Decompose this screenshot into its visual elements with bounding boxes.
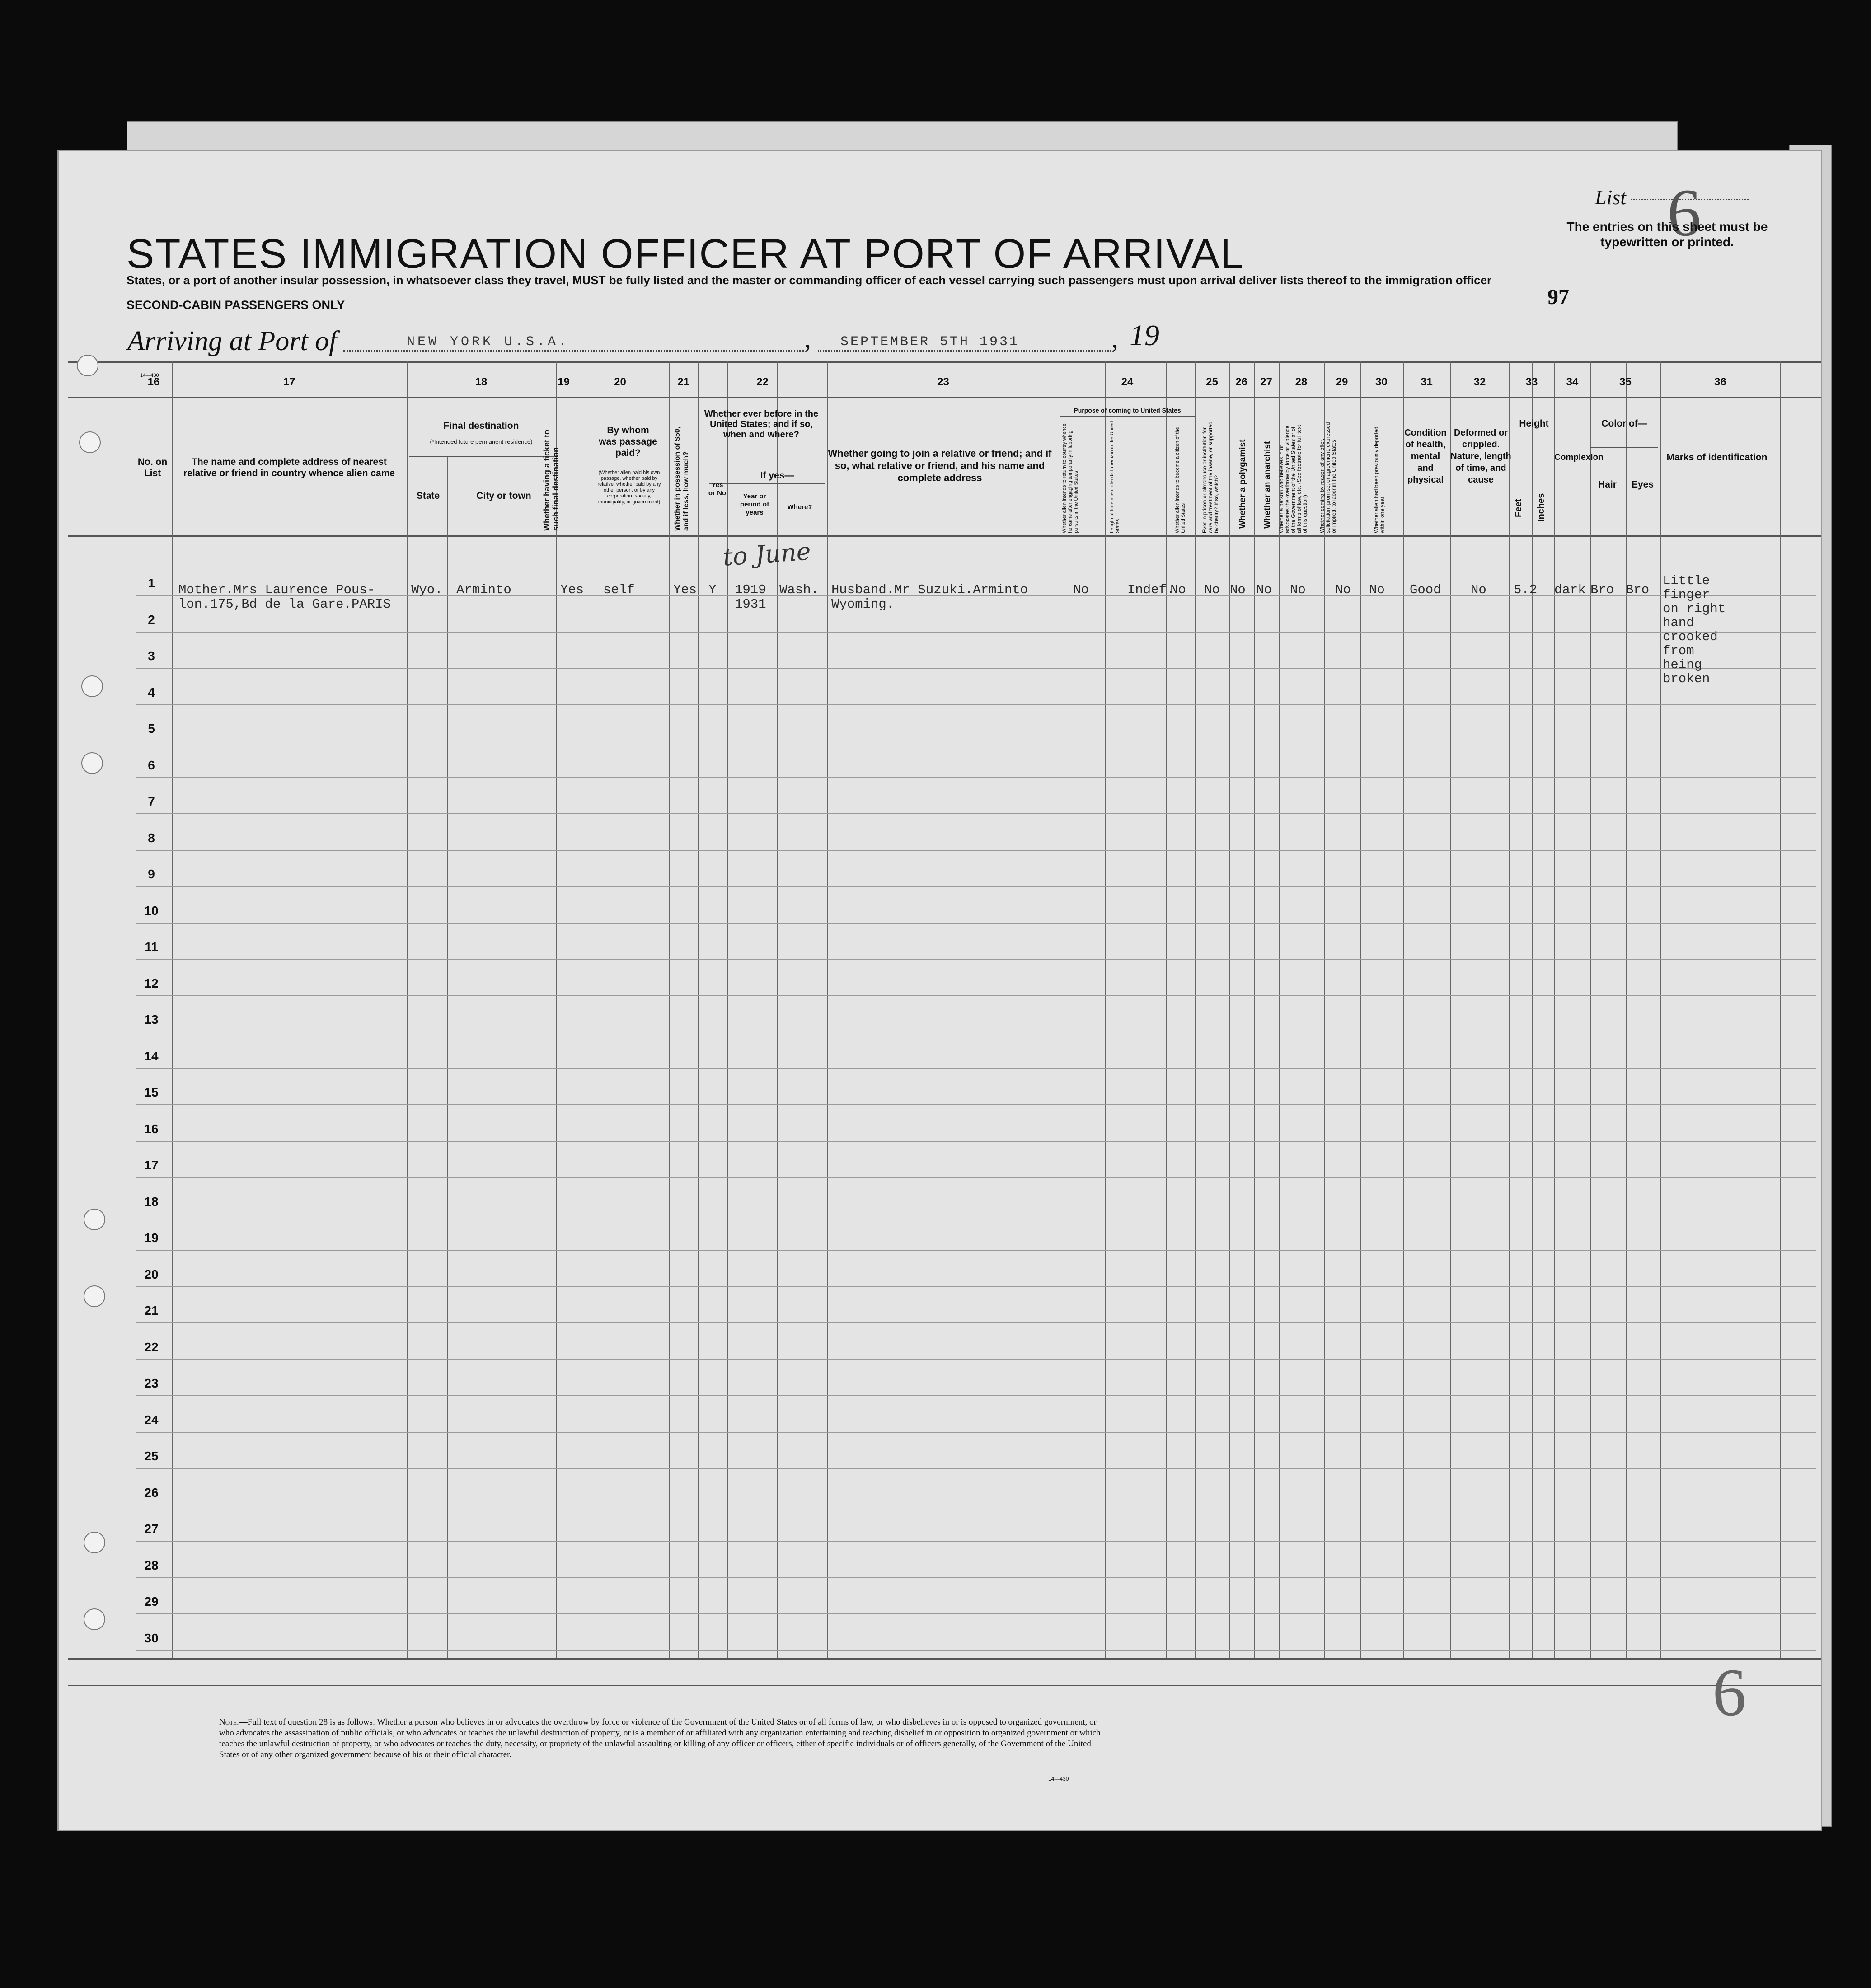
column-divider: [1554, 361, 1555, 1658]
row-number: 5: [148, 722, 155, 736]
page-number: 97: [1547, 285, 1569, 309]
header-health: Condition of health, mental and physical: [1404, 428, 1447, 485]
row-line: [136, 1359, 1816, 1360]
column-divider: [1403, 361, 1404, 1658]
list-label: List: [1595, 186, 1627, 209]
row-line: [136, 1286, 1816, 1287]
footnote-lead: Note.: [219, 1717, 239, 1727]
column-number: 35: [1619, 376, 1632, 388]
header-nearest-relative: The name and complete address of nearest relative or friend in country whence alien came: [183, 457, 395, 478]
row-line: [136, 1577, 1816, 1578]
paid-by-value: self: [603, 582, 635, 597]
row-line: [136, 1177, 1816, 1178]
row-line: [136, 1613, 1816, 1614]
row-number: 17: [144, 1158, 159, 1172]
row-line: [136, 777, 1816, 778]
column-number: 33: [1525, 376, 1538, 388]
marks-line: finger: [1663, 587, 1710, 602]
row-number: 9: [148, 867, 155, 881]
row-number: 7: [148, 794, 155, 808]
header-marks: Marks of identification: [1666, 452, 1768, 463]
header-color-of: Color of—: [1601, 418, 1647, 429]
back-sheet-upper: [127, 121, 1678, 155]
row-number: 16: [144, 1121, 159, 1136]
header-polygamist: Whether a polygamist: [1238, 439, 1247, 529]
row-number: 10: [144, 903, 159, 918]
header-yes-no: Yes or No: [708, 481, 727, 497]
column-number: 26: [1235, 376, 1247, 388]
date-value: SEPTEMBER 5TH 1931: [840, 334, 1020, 350]
row-number: 24: [144, 1412, 159, 1427]
header-city: City or town: [476, 491, 531, 501]
table-top-rule: [68, 361, 1821, 363]
header-bottom-rule: [68, 535, 1821, 537]
subcolumn-divider: [1166, 416, 1167, 535]
column-divider: [1105, 361, 1106, 1658]
header-ticket: Whether having a ticket to such final destination: [542, 429, 560, 531]
column-number: 30: [1375, 376, 1388, 388]
header-prison: Ever in prison or almshouse or institution for care and treatment of the insane, or supported by charity? If so, which?: [1201, 422, 1219, 533]
before-where-value: Wash.: [779, 582, 819, 597]
row-number: 28: [144, 1558, 159, 1572]
binder-hole: [84, 1608, 105, 1630]
row-number: 2: [148, 612, 155, 627]
port-value: NEW YORK U.S.A.: [407, 334, 570, 350]
destination-city: Arminto: [456, 582, 511, 597]
header-passage-paid: By whom was passage paid?: [599, 425, 657, 458]
overthrow-value: No: [1290, 582, 1306, 597]
marks-line: Little: [1663, 573, 1710, 588]
header-inches: Inches: [1536, 493, 1546, 522]
row-number: 15: [144, 1085, 159, 1099]
row-line: [136, 1104, 1816, 1105]
fifty-dollars-value: Yes: [673, 582, 697, 597]
row-number: 14: [144, 1049, 159, 1063]
table-bottom-rule: [68, 1658, 1821, 1660]
binder-hole: [84, 1209, 105, 1230]
row-number: 25: [144, 1449, 159, 1463]
column-divider: [1590, 361, 1591, 1658]
header-fifty-dollars: Whether in possession of $50, and if less, how much?: [674, 427, 690, 531]
header-complexion: Complexion: [1554, 453, 1604, 462]
header-final-destination-note: (*Intended future permanent residence): [430, 438, 533, 445]
header-feet: Feet: [1514, 498, 1524, 517]
subcolumn-divider: [1626, 447, 1627, 535]
marks-line: heing: [1663, 657, 1702, 672]
marks-line: on right: [1663, 601, 1726, 616]
citizen-value: No: [1170, 582, 1186, 597]
header-passage-paid-note: (Whether alien paid his own passage, whether paid by relative, whether paid by any other person, or by any corporation, society, municipality, or government): [597, 470, 661, 505]
joining-relative-line2: Wyoming.: [831, 597, 895, 612]
column-number: 32: [1473, 376, 1486, 388]
column-number: 29: [1336, 376, 1348, 388]
marks-line: hand: [1663, 615, 1694, 630]
row-number: 19: [144, 1231, 159, 1245]
header-where: Where?: [787, 503, 812, 511]
header-labor-offer: Whether coming by reason of any offer, solicitation, promise, or agreement, expressed or implied, to labor in the United States: [1319, 422, 1337, 533]
joining-relative-line1: Husband.Mr Suzuki.Arminto: [831, 582, 1028, 597]
marks-line: broken: [1663, 671, 1710, 686]
binder-hole: [84, 1285, 105, 1307]
column-divider: [1166, 361, 1167, 1658]
footer-top-rule: [68, 1685, 1821, 1686]
column-divider: [1279, 361, 1280, 1658]
row-number: 8: [148, 830, 155, 845]
binder-hole: [81, 675, 103, 697]
row-number: 20: [144, 1267, 159, 1281]
column-divider: [1324, 361, 1325, 1658]
relative-address-line2: lon.175,Bd de la Gare.PARIS: [178, 597, 391, 612]
date-dotline: [818, 350, 1111, 352]
column-divider: [1229, 361, 1230, 1658]
row-number: 27: [144, 1522, 159, 1536]
final-destination-rule: [409, 456, 558, 457]
before-years-value-1: 1919: [735, 582, 766, 597]
row-line: [136, 1141, 1816, 1142]
row-number: 18: [144, 1194, 159, 1209]
row-number: 3: [148, 649, 155, 663]
relative-address-line1: Mother.Mrs Laurence Pous-: [178, 582, 375, 597]
complexion-value: dark: [1554, 582, 1586, 597]
header-deformed: Deformed or crippled. Nature, length of time, and cause: [1450, 428, 1511, 485]
row-line: [136, 850, 1816, 851]
polygamist-value: No: [1230, 582, 1246, 597]
row-line: [136, 1432, 1816, 1433]
length-of-stay-value: Indef.: [1127, 582, 1175, 597]
row-number: 12: [144, 976, 159, 990]
purpose-return-value: No: [1073, 582, 1089, 597]
deported-value: No: [1369, 582, 1385, 597]
page-title: STATES IMMIGRATION OFFICER AT PORT OF ARRIVAL: [127, 231, 1244, 277]
row-line: [136, 995, 1816, 996]
handwritten-note: to June: [722, 537, 812, 572]
header-anarchist: Whether an anarchist: [1263, 441, 1272, 529]
row-number: 29: [144, 1594, 159, 1608]
column-number: 16: [147, 376, 160, 388]
row-line: [136, 1250, 1816, 1251]
deformed-value: No: [1471, 582, 1486, 597]
subcolumn-divider: [1105, 416, 1106, 535]
row-line: [136, 813, 1816, 814]
row-line: [136, 1322, 1816, 1323]
prison-value: No: [1204, 582, 1220, 597]
height-value: 5.2: [1514, 582, 1538, 597]
header-citizen: Whether alien intends to become a citizen of the United States: [1175, 427, 1186, 533]
column-number: 18: [475, 376, 488, 388]
column-divider: [669, 361, 670, 1658]
column-number: 22: [756, 376, 769, 388]
header-purpose-return: Whether alien intends to return to country whence he came after engaging temporarily in laboring pursuits in the United States: [1062, 423, 1079, 533]
column-divider: [1626, 361, 1627, 1658]
column-divider: [827, 361, 828, 1658]
row-line: [136, 1650, 1816, 1651]
header-purpose: Purpose of coming to United States: [1074, 407, 1181, 414]
header-height: Height: [1519, 418, 1549, 429]
column-divider: [1660, 361, 1661, 1658]
manifest-sheet: [59, 151, 1821, 1830]
header-if-yes: If yes—: [760, 470, 794, 481]
row-line: [136, 959, 1816, 960]
column-number: 27: [1260, 376, 1272, 388]
column-divider: [1195, 361, 1196, 1658]
comma: ,: [1111, 324, 1118, 353]
binder-hole: [79, 431, 101, 453]
column-divider: [1360, 361, 1361, 1658]
column-divider: [1509, 361, 1510, 1658]
footnote-text: —Full text of question 28 is as follows: Whether a person who believes in or advocates the overthrow by force or violence of the Government of the United States or of all forms of law, or who disbelieves in or is opposed to organized government, or who advocates the assassination of public officials, or who advocates or teaches the unlawful destruction of property, or is a member of or affiliated with any organization entertaining and teaching disbelief in or opposition to organized government or which teaches the unlawful destruction of property, or who advocates or teaches the duty, necessity, or propriety of the unlawful assaulting or killing of any officer or officers, either of specific individuals or of officers generally, of the Government of the United States or of any other organized government because of his or their official character.: [219, 1717, 1101, 1759]
instructions-text: States, or a port of another insular possession, in whatsoever class they travel, MUST be fully listed and the master or commanding officer of each vessel carrying such passengers must upon arrival deliver lists thereof to the immigration officer: [127, 273, 1492, 287]
binder-hole: [81, 752, 103, 774]
marks-line: from: [1663, 643, 1694, 658]
health-value: Good: [1410, 582, 1441, 597]
corner-number: 6: [1712, 1655, 1746, 1730]
header-no-on-list: No. on List: [137, 457, 168, 478]
column-number: 24: [1121, 376, 1134, 388]
marks-line: crooked: [1663, 629, 1718, 644]
row-number: 4: [148, 685, 155, 699]
row-line: [136, 1468, 1816, 1469]
row-line: [136, 704, 1816, 705]
header-deported: Whether alien had been previously deported within one year: [1373, 427, 1385, 533]
list-number: 6: [1667, 175, 1701, 250]
header-overthrow: Whether a person who believes in or advocates the overthrow by force or violence of the Government of the United States or of all forms of law, etc. (See footnote for full text of this question): [1278, 425, 1308, 533]
column-divider: [698, 361, 699, 1658]
before-years-value-2: 1931: [735, 597, 766, 612]
column-divider: [1780, 361, 1781, 1658]
year-prefix: 19: [1130, 319, 1159, 352]
row-line: [136, 632, 1816, 633]
destination-state: Wyo.: [411, 582, 443, 597]
row-line: [136, 886, 1816, 887]
column-divider: [1532, 361, 1533, 1658]
header-final-destination: Final destination: [443, 421, 519, 431]
color-rule: [1590, 447, 1658, 448]
header-before-in-us: Whether ever before in the United States; and if so, when and where?: [704, 409, 819, 440]
subcolumn-divider: [1532, 450, 1533, 535]
purpose-rule: [1060, 416, 1195, 417]
header-length-stay: Length of time alien intends to remain in the United States: [1109, 421, 1121, 533]
row-number: 22: [144, 1340, 159, 1354]
row-number: 13: [144, 1013, 159, 1027]
colnum-rule: [68, 397, 1821, 398]
row-number: 23: [144, 1376, 159, 1390]
column-number: 31: [1421, 376, 1433, 388]
column-divider: [407, 361, 408, 1658]
column-divider: [1450, 361, 1451, 1658]
column-number: 17: [283, 376, 295, 388]
class-line: SECOND-CABIN PASSENGERS ONLY: [127, 298, 345, 312]
row-line: [136, 668, 1816, 669]
binder-hole: [84, 1532, 105, 1553]
port-dotline: [343, 350, 804, 352]
row-number: 26: [144, 1485, 159, 1500]
column-number: 36: [1714, 376, 1726, 388]
eyes-value: Bro: [1626, 582, 1650, 597]
binder-hole: [77, 355, 98, 376]
footnote: [219, 1717, 1105, 1760]
row-number: 21: [144, 1303, 159, 1318]
arriving-label: Arriving at Port of: [127, 326, 337, 356]
column-number: 21: [677, 376, 689, 388]
header-hair: Hair: [1598, 479, 1617, 490]
before-yes-no-value: Y: [708, 582, 717, 597]
column-divider: [1254, 361, 1255, 1658]
column-number: 28: [1295, 376, 1308, 388]
entries-note: The entries on this sheet must be typewritten or printed.: [1566, 220, 1768, 249]
column-divider: [556, 361, 557, 1658]
row-number: 1: [148, 576, 155, 590]
labor-offer-value: No: [1335, 582, 1351, 597]
row-number: 6: [148, 758, 155, 772]
ticket-value: Yes: [560, 582, 584, 597]
column-number: 34: [1566, 376, 1579, 388]
footer-form-code: 14—430: [1048, 1776, 1069, 1782]
row-line: [136, 923, 1816, 924]
column-number: 19: [558, 376, 570, 388]
form-code-top: 14—430: [140, 373, 159, 378]
subcolumn-divider: [447, 456, 448, 535]
column-number: 25: [1206, 376, 1218, 388]
hair-value: Bro: [1590, 582, 1614, 597]
column-divider: [172, 361, 173, 1658]
row-line: [136, 1068, 1816, 1069]
row-line: [136, 1395, 1816, 1396]
header-year-period: Year or period of years: [740, 492, 769, 516]
header-joining-relative: Whether going to join a relative or friend; and if so, what relative or friend, and his name and complete address: [828, 448, 1052, 483]
column-number: 23: [937, 376, 949, 388]
comma: ,: [804, 324, 811, 353]
column-number: 20: [614, 376, 626, 388]
anarchist-value: No: [1256, 582, 1272, 597]
header-state: State: [416, 491, 440, 501]
row-number: 11: [145, 940, 158, 954]
row-line: [136, 1541, 1816, 1542]
row-number: 30: [144, 1631, 159, 1645]
header-eyes: Eyes: [1631, 479, 1654, 490]
